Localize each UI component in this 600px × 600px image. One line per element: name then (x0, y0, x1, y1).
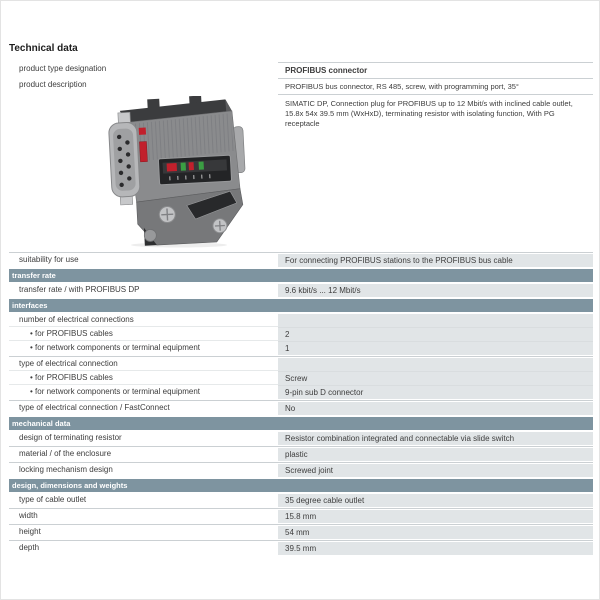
page-title: Technical data (9, 43, 78, 54)
row-value: 1 (278, 341, 593, 355)
row-value: 15.8 mm (285, 512, 317, 521)
row-label: • for PROFIBUS cables (9, 370, 278, 384)
value-cell (278, 542, 593, 555)
value-column (278, 62, 593, 78)
dsub-face (113, 128, 136, 191)
value-column (278, 283, 593, 298)
label-column (9, 541, 278, 556)
value-column (278, 463, 593, 478)
table-row-group (9, 313, 593, 356)
row-value: PROFIBUS connector (285, 66, 368, 75)
value-cell (278, 526, 593, 539)
row-label: • for network components or terminal equipment (9, 340, 278, 354)
value-cell (278, 432, 593, 445)
row-label: type of electrical connection / FastConnect (19, 403, 170, 412)
section-header: transfer rate (9, 269, 593, 282)
table-row-group (9, 356, 593, 400)
table-row-group (9, 62, 593, 78)
value-column (278, 431, 593, 446)
row-value (278, 314, 593, 327)
table-row-group (9, 446, 593, 462)
row-value: SIMATIC DP, Connection plug for PROFIBUS up to 12 Mbit/s with inclined cable outlet, 15.8x 54x 39.5 mm (WxHxD), terminating resistor with isolating function, With PG receptacle (285, 99, 573, 128)
row-label: • for PROFIBUS cables (9, 326, 278, 340)
label-column (9, 357, 278, 400)
philips-screw (213, 218, 228, 233)
value-cell (278, 314, 593, 355)
value-column (278, 253, 593, 268)
row-label: depth (19, 543, 40, 552)
row-label: width (19, 511, 38, 520)
section-header: mechanical data (9, 417, 593, 430)
red-wire-marker (189, 162, 194, 170)
table-row-group (9, 252, 593, 268)
row-value: plastic (285, 450, 308, 459)
row-label: type of cable outlet (19, 495, 87, 504)
table-row-group (9, 524, 593, 540)
label-column (9, 313, 278, 356)
table-row-group (9, 493, 593, 508)
table-row-group (9, 78, 593, 252)
row-value: 39.5 mm (285, 544, 317, 553)
section-header: design, dimensions and weights (9, 479, 593, 492)
hex-nut (144, 229, 157, 242)
value-cell (278, 64, 593, 77)
value-cell (278, 464, 593, 477)
row-label: product type designation (19, 64, 107, 73)
row-label: design of terminating resistor (19, 433, 122, 442)
value-column (278, 509, 593, 524)
table-row-group (9, 462, 593, 478)
value-column (278, 357, 593, 400)
row-label: locking mechanism design (19, 465, 113, 474)
row-value: 35 degree cable outlet (285, 496, 365, 505)
row-value: Screwed joint (285, 466, 334, 475)
row-value: 9-pin sub D connector (278, 385, 593, 399)
table-row-group (9, 283, 593, 298)
philips-screw (159, 206, 176, 223)
row-value: 2 (278, 327, 593, 341)
value-column (278, 541, 593, 556)
row-value: For connecting PROFIBUS stations to the PROFIBUS bus cable (285, 256, 513, 265)
label-column (9, 509, 278, 524)
label-column (9, 463, 278, 478)
value-column (278, 447, 593, 462)
value-cell (278, 448, 593, 461)
label-column (9, 431, 278, 446)
label-column (9, 62, 278, 78)
section-header: interfaces (9, 299, 593, 312)
profibus-connector-illustration (101, 96, 251, 248)
label-column (9, 493, 278, 508)
label-column (9, 283, 278, 298)
value-column (278, 493, 593, 508)
value-cell (278, 284, 593, 297)
table-row-group (9, 508, 593, 524)
value-cell (278, 402, 593, 415)
value-cell (278, 494, 593, 507)
row-value (278, 358, 593, 371)
row-label: • for network components or terminal equipment (9, 384, 278, 398)
row-label: transfer rate / with PROFIBUS DP (19, 285, 140, 294)
row-label: suitability for use (19, 255, 79, 264)
row-value: 54 mm (285, 528, 310, 537)
table-row-group (9, 431, 593, 446)
value-column (278, 401, 593, 416)
label-column (9, 253, 278, 268)
value-column (278, 78, 593, 252)
green-wire-marker (181, 162, 186, 170)
label-column (9, 525, 278, 540)
terminating-resistor-slider (139, 142, 147, 162)
row-label: height (19, 527, 41, 536)
value-cell (278, 254, 593, 267)
table-row-group (9, 400, 593, 416)
row-label: number of electrical connections (19, 315, 134, 324)
value-column (278, 313, 593, 356)
row-value: Resistor combination integrated and connectable via slide switch (285, 434, 515, 443)
product-image (101, 96, 251, 248)
label-column (9, 401, 278, 416)
row-value: 9.6 kbit/s ... 12 Mbit/s (285, 286, 361, 295)
dsub-standoff (118, 112, 131, 123)
value-cell (278, 510, 593, 523)
row-value: No (285, 404, 296, 413)
green-wire-marker (199, 162, 204, 170)
row-label: type of electrical connection (19, 359, 118, 368)
row-value: PROFIBUS bus connector, RS 485, screw, with programming port, 35° (278, 80, 593, 95)
label-column (9, 447, 278, 462)
value-cell (278, 358, 593, 399)
red-wire-marker (167, 163, 177, 172)
red-detail (139, 128, 146, 135)
row-label: product description (19, 80, 87, 89)
row-label: material / of the enclosure (19, 449, 112, 458)
value-column (278, 525, 593, 540)
row-value: Screw (278, 371, 593, 385)
label-column (9, 78, 278, 252)
technical-data-table (9, 62, 593, 556)
table-row-group (9, 540, 593, 556)
